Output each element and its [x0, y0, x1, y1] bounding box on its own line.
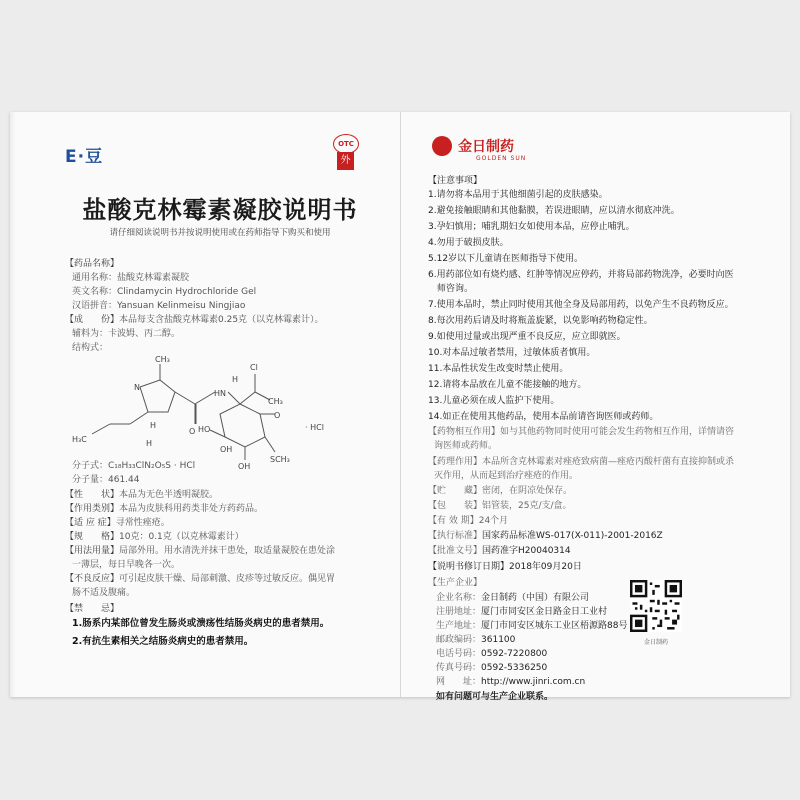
note-11: 11.本品性状发生改变时禁止使用。 [428, 364, 569, 374]
struct-cl: Cl [250, 363, 258, 372]
struct-ch3-right: CH₃ [268, 397, 283, 406]
approval-number: 【批准文号】国药准字H20040314 [428, 546, 571, 556]
struct-h-bottom: H [146, 439, 153, 448]
maker-postcode: 邮政编码：361100 [436, 635, 516, 645]
note-6: 6.用药部位如有烧灼感、红肿等情况应停药，并将局部药物洗净，必要时向医 [428, 270, 734, 280]
prop-adverse-cont: 肠不适及腹痛。 [72, 588, 136, 598]
composition: 【成 份】本品每支含盐酸克林霉素0.25克（以克林霉素计）。 [65, 315, 324, 325]
generic-name: 通用名称：盐酸克林霉素凝胶 [72, 273, 190, 283]
prop-dosage-cont: 一薄层，每日早晚各一次。 [72, 560, 181, 570]
packaging: 【包 装】铝管装，25克/支/盒。 [428, 501, 572, 511]
struct-oh-mid: OH [220, 445, 233, 454]
prop-specification: 【规 格】10克：0.1克（以克林霉素计） [65, 532, 244, 542]
note-7: 7.使用本品时，禁止同时使用其他全身及局部用药，以免产生不良药物反应。 [428, 300, 734, 310]
shelf-life: 【有 效 期】24个月 [428, 516, 509, 526]
note-3: 3.孕妇慎用；哺乳期妇女如使用本品，应停止哺乳。 [428, 222, 635, 232]
maker-fax: 传真号码：0592-5336250 [436, 663, 548, 673]
structural-formula [70, 352, 350, 472]
qr-code [630, 580, 682, 632]
storage: 【贮 藏】密闭，在阴凉处保存。 [428, 486, 573, 496]
notes-heading: 【注意事项】 [428, 176, 483, 186]
page-subtitle: 请仔细阅读说明书并按说明使用或在药师指导下购买和使用 [109, 228, 331, 238]
english-name: 英文名称：Clindamycin Hydrochloride Gel [72, 287, 257, 297]
struct-o-carbonyl: O [189, 427, 196, 436]
contraindications-heading: 【禁 忌】 [65, 604, 120, 614]
note-8: 8.每次用药后请及时将瓶盖旋紧，以免影响药物稳定性。 [428, 316, 653, 326]
prop-adverse: 【不良反应】可引起皮肤干燥、局部刺激、皮疹等过敏反应。偶见胃 [65, 574, 336, 584]
prop-category: 【作用类别】本品为皮肤科用药类非处方药药品。 [65, 504, 264, 514]
logo-english: GOLDEN SUN [476, 155, 527, 162]
prop-appearance: 【性 状】本品为无色半透明凝胶。 [65, 490, 219, 500]
struct-hn: HN [214, 389, 226, 398]
excipients: 辅料为：卡波姆、丙二醇。 [72, 329, 181, 339]
struct-ch3-top: CH₃ [155, 355, 170, 364]
structure-label: 结构式： [72, 343, 109, 353]
struct-oh-bottom: OH [238, 462, 251, 471]
contraindication-1: 1.肠系内某部位曾发生肠炎或溃疡性结肠炎病史的患者禁用。 [72, 618, 330, 629]
note-2: 2.避免接触眼睛和其他黏膜，若误进眼睛，应以清水彻底冲洗。 [428, 206, 680, 216]
interactions-cont: 询医师或药师。 [434, 441, 498, 451]
pharmacology: 【药理作用】本品所含克林霉素对痤疮致病菌—痤疮丙酸杆菌有直接抑制或杀 [428, 457, 735, 467]
struct-h-ring: H [150, 421, 157, 430]
note-12: 12.请将本品放在儿童不能接触的地方。 [428, 380, 587, 390]
left-panel [10, 112, 400, 697]
struct-h3c: H₃C [72, 435, 87, 444]
manufacturer-heading: 【生产企业】 [428, 578, 483, 588]
molecular-formula: 分子式：C₁₈H₃₃ClN₂O₅S · HCl [72, 461, 196, 471]
prop-indication: 【适 应 症】寻常性痤疮。 [65, 518, 170, 528]
page-title: 盐酸克林霉素凝胶说明书 [82, 196, 358, 224]
contraindication-2: 2.有抗生素相关之结肠炎病史的患者禁用。 [72, 636, 254, 647]
right-panel [410, 112, 790, 702]
note-4: 4.勿用于破损皮肤。 [428, 238, 509, 248]
struct-n: N [134, 383, 140, 392]
sun-icon [432, 136, 452, 156]
struct-h-right: H [232, 375, 239, 384]
struct-o-ring: O [274, 411, 281, 420]
prop-dosage: 【用法用量】局部外用。用水清洗并抹干患处，取适量凝胶在患处涂 [65, 546, 336, 556]
page-shadow [10, 112, 16, 697]
interactions: 【药物相互作用】如与其他药物同时使用可能会发生药物相互作用，详情请咨 [428, 427, 735, 437]
center-fold [400, 112, 401, 697]
pharmacology-cont: 灭作用，从而起到治疗痤疮的作用。 [434, 471, 579, 481]
note-1: 1.请勿将本品用于其他细菌引起的皮肤感染。 [428, 190, 608, 200]
struct-ho-left: HO [198, 425, 211, 434]
maker-website: 网 址：http://www.jinri.com.cn [436, 677, 586, 687]
contact-note: 如有问题可与生产企业联系。 [436, 692, 554, 702]
note-13: 13.儿童必须在成人监护下使用。 [428, 396, 560, 406]
maker-prod-address: 生产地址：厦门市同安区城东工业区梧源路88号 [436, 621, 628, 631]
maker-phone: 电话号码：0592-7220800 [436, 649, 548, 659]
pinyin-name: 汉语拼音：Yansuan Kelinmeisu Ningjiao [72, 301, 246, 311]
struct-sch3: SCH₃ [270, 455, 290, 464]
maker-reg-address: 注册地址：厦门市同安区金日路金日工业村 [436, 607, 608, 617]
drug-name-heading: 【药品名称】 [65, 259, 120, 269]
revision-date: 【说明书修订日期】2018年09月20日 [428, 562, 582, 572]
brand-logo: E·豆 [65, 147, 104, 167]
note-9: 9.如使用过量或出现严重不良反应，应立即就医。 [428, 332, 626, 342]
maker-company: 企业名称：金日制药（中国）有限公司 [436, 593, 590, 603]
external-use-badge: 外 [337, 152, 354, 170]
otc-badge: OTC [333, 134, 359, 154]
molecular-weight: 分子量：461.44 [72, 475, 140, 485]
note-10: 10.对本品过敏者禁用，过敏体质者慎用。 [428, 348, 596, 358]
note-5: 5.12岁以下儿童请在医师指导下使用。 [428, 254, 584, 264]
note-14: 14.如正在使用其他药品，使用本品前请咨询医师或药师。 [428, 412, 659, 422]
struct-hcl: · HCl [305, 423, 324, 432]
note-6-cont: 师咨询。 [428, 284, 474, 294]
qr-code-block [630, 580, 682, 646]
logo-chinese: 金日制药 [458, 139, 514, 155]
standard: 【执行标准】国家药品标准WS-017(X-011)-2001-2016Z [428, 531, 663, 541]
qr-label: 金日制药 [643, 639, 668, 646]
